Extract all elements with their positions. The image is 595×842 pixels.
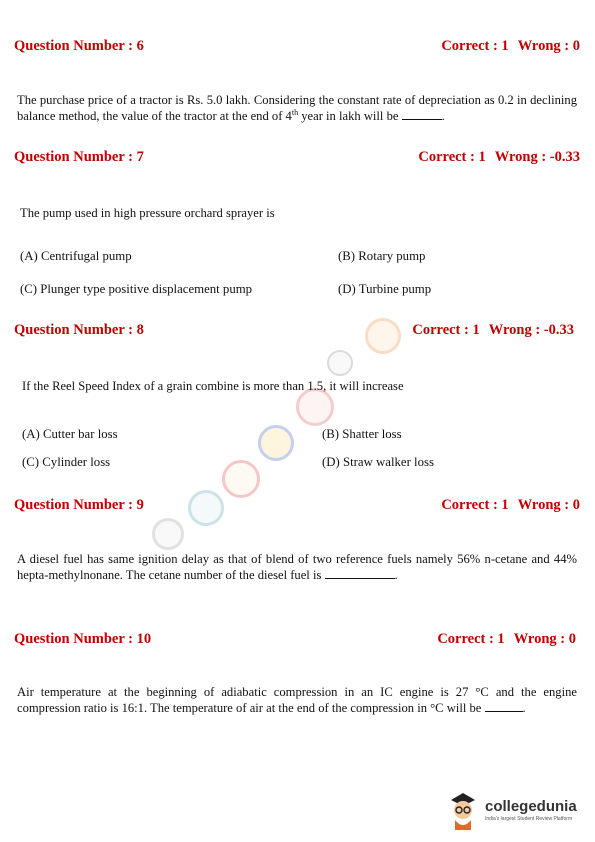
watermark-seal bbox=[327, 350, 353, 376]
question-text: The purchase price of a tractor is Rs. 5.0 lakh. Considering the constant rate of depreciation as 0.2 in declining balance method, the value of the tractor at the end of 4th year in lakh will be . bbox=[17, 93, 577, 123]
question-number: Question Number : 6 bbox=[14, 38, 144, 54]
score-info bbox=[441, 497, 580, 514]
option-c: (C) Plunger type positive displacement pump bbox=[20, 282, 253, 296]
question-text: The pump used in high pressure orchard sprayer is bbox=[20, 206, 275, 220]
question-header bbox=[14, 631, 580, 648]
wrong-score: Wrong : 0 bbox=[517, 497, 580, 513]
superscript: th bbox=[291, 107, 299, 117]
question-header bbox=[14, 38, 580, 55]
brand-tagline: India's largest Student Review Platform bbox=[485, 815, 573, 822]
wrong-score: Wrong : 0 bbox=[517, 38, 580, 54]
correct-score: Correct : 1 bbox=[412, 322, 480, 338]
option-a: (A) Cutter bar loss bbox=[22, 427, 118, 441]
question-number: Question Number : 7 bbox=[14, 149, 144, 165]
score-info bbox=[441, 38, 580, 55]
option-a: (A) Centrifugal pump bbox=[20, 249, 132, 263]
question-text: Air temperature at the beginning of adiabatic compression in an IC engine is 27 °C and the engine compression ratio is 16:1. The temperature of air at the end of the compression in °C will be . bbox=[17, 685, 577, 715]
answer-blank bbox=[402, 108, 442, 120]
question-number: Question Number : 8 bbox=[14, 322, 144, 338]
question-header bbox=[14, 497, 580, 514]
score-info bbox=[437, 631, 576, 648]
correct-score: Correct : 1 bbox=[418, 149, 486, 165]
wrong-score: Wrong : -0.33 bbox=[494, 149, 580, 165]
option-d: (D) Straw walker loss bbox=[322, 455, 434, 469]
watermark-seal bbox=[258, 425, 294, 461]
watermark-seal bbox=[222, 460, 260, 498]
answer-blank bbox=[485, 700, 523, 712]
correct-score: Correct : 1 bbox=[441, 38, 509, 54]
option-c: (C) Cylinder loss bbox=[22, 455, 111, 469]
question-header bbox=[14, 149, 580, 166]
wrong-score: Wrong : -0.33 bbox=[488, 322, 574, 338]
question-number: Question Number : 10 bbox=[14, 631, 152, 647]
score-info bbox=[418, 149, 580, 166]
question-number: Question Number : 9 bbox=[14, 497, 144, 513]
correct-score: Correct : 1 bbox=[437, 631, 505, 647]
correct-score: Correct : 1 bbox=[441, 497, 509, 513]
student-mascot-icon bbox=[446, 790, 480, 830]
question-header bbox=[14, 322, 580, 339]
score-info bbox=[412, 322, 574, 339]
question-text: A diesel fuel has same ignition delay as that of blend of two reference fuels namely 56% n-cetane and 44% hepta-methylnonane. The cetane number of the diesel fuel is . bbox=[17, 552, 577, 582]
option-b: (B) Rotary pump bbox=[338, 249, 426, 263]
brand-name: collegedunia bbox=[485, 797, 577, 815]
wrong-score: Wrong : 0 bbox=[513, 631, 576, 647]
question-text: If the Reel Speed Index of a grain combine is more than 1.5, it will increase bbox=[22, 379, 404, 393]
answer-blank bbox=[325, 567, 395, 579]
option-b: (B) Shatter loss bbox=[322, 427, 402, 441]
watermark-seal bbox=[152, 518, 184, 550]
option-d: (D) Turbine pump bbox=[338, 282, 432, 296]
brand-logo bbox=[446, 790, 577, 830]
